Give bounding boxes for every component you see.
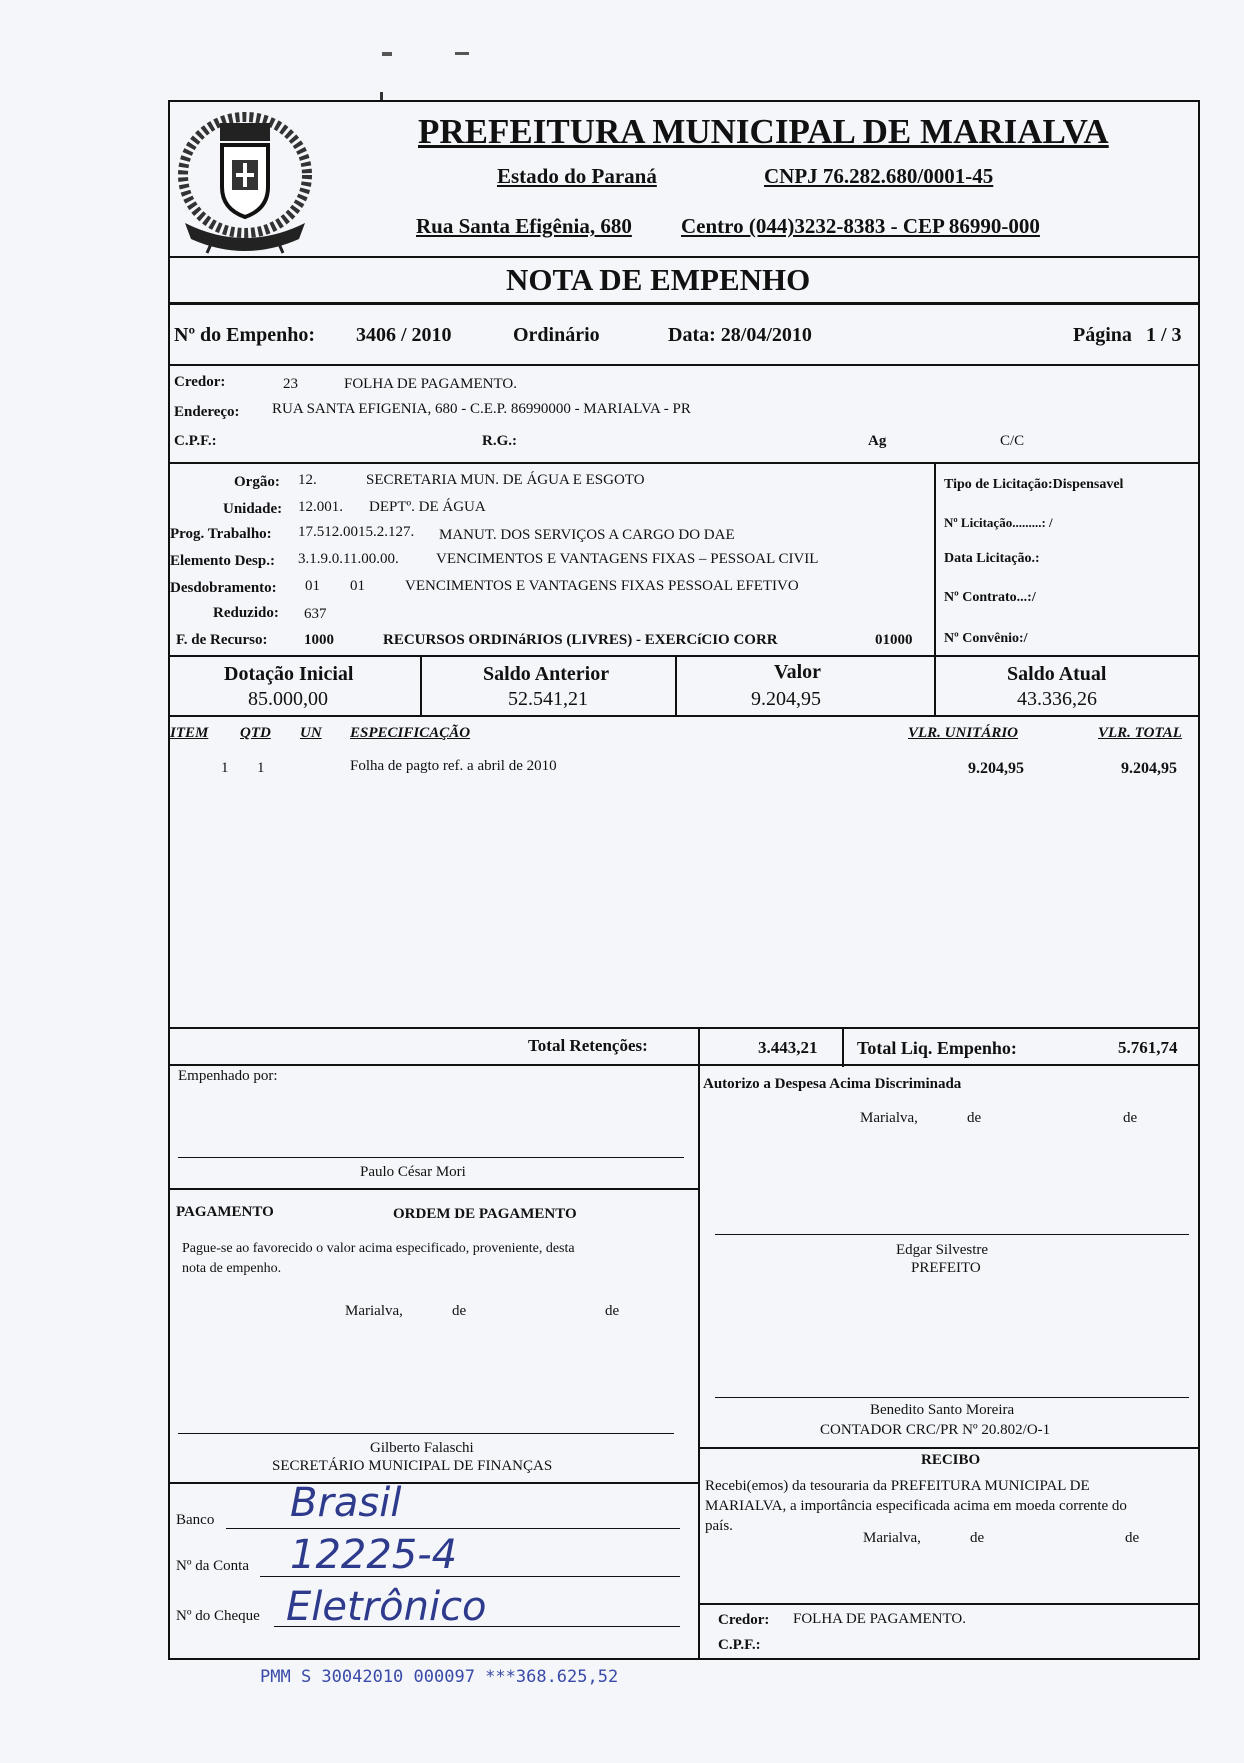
data-licitacao: Data Licitação.:	[944, 551, 1040, 566]
conta-handwriting: 12225-4	[290, 1532, 458, 1578]
convenio: Nº Convênio:/	[944, 631, 1028, 646]
elemento-label: Elemento Desp.:	[170, 553, 275, 569]
desdobramento-label: Desdobramento:	[170, 580, 277, 596]
rg-label: R.G.:	[482, 433, 517, 449]
recurso-label: F. de Recurso:	[176, 632, 268, 648]
cheque-label: Nº do Cheque	[176, 1608, 260, 1624]
divider	[168, 462, 1198, 464]
recibo-text-1: Recebi(emos) da tesouraria da PREFEITURA MUNICIPAL DE	[705, 1478, 1090, 1494]
divider	[934, 462, 936, 716]
unidade-label: Unidade:	[223, 501, 283, 517]
dotacao-value: 85.000,00	[248, 688, 328, 710]
retencoes-label: Total Retenções:	[528, 1036, 648, 1055]
secretario-title: SECRETÁRIO MUNICIPAL DE FINANÇAS	[272, 1458, 553, 1474]
autorizo-de2: de	[1123, 1110, 1138, 1126]
endereco-value: RUA SANTA EFIGENIA, 680 - C.E.P. 86990000 - MARIALVA - PR	[272, 401, 691, 417]
divider	[168, 364, 1198, 366]
reduzido-label: Reduzido:	[213, 605, 279, 621]
header-contact: Centro (044)3232-8383 - CEP 86990-000	[681, 214, 1040, 238]
divider	[168, 655, 1198, 657]
header-state: Estado do Paraná	[497, 164, 657, 188]
cc-label: C/C	[1000, 433, 1025, 449]
row-unit: 9.204,95	[968, 760, 1024, 777]
pagamento-de2: de	[605, 1303, 620, 1319]
recibo-de2: de	[1125, 1530, 1140, 1546]
col-header-unit: VLR. UNITÁRIO	[908, 725, 1019, 741]
divider	[698, 1447, 1198, 1449]
empenho-label: Nº do Empenho:	[174, 324, 316, 346]
col-header-qtd: QTD	[240, 725, 271, 741]
orgao-value: SECRETARIA MUN. DE ÁGUA E ESGOTO	[366, 472, 645, 488]
divider	[168, 256, 1198, 258]
autorizo-text: Autorizo a Despesa Acima Discriminada	[703, 1076, 962, 1092]
desdobramento-value: VENCIMENTOS E VANTAGENS FIXAS PESSOAL EFETIVO	[405, 578, 799, 594]
contador-title: CONTADOR CRC/PR Nº 20.802/O-1	[820, 1422, 1051, 1438]
row-item: 1	[221, 760, 229, 776]
col-header-item: ITEM	[170, 725, 209, 741]
ordem-title: ORDEM DE PAGAMENTO	[393, 1206, 577, 1222]
liquido-value: 5.761,74	[1118, 1038, 1178, 1057]
scan-mark	[455, 52, 469, 55]
atual-label: Saldo Atual	[1007, 663, 1107, 685]
prefeito-name: Edgar Silvestre	[896, 1242, 989, 1258]
pague-text: Pague-se ao favorecido o valor acima especificado, proveniente, desta	[182, 1241, 575, 1256]
scan-mark	[382, 52, 392, 56]
banco-handwriting: Brasil	[290, 1480, 402, 1526]
signature-line	[178, 1157, 684, 1158]
cheque-handwriting: Eletrônico	[286, 1584, 487, 1630]
unidade-code: 12.001.	[298, 499, 343, 515]
recibo-de1: de	[970, 1530, 985, 1546]
page-number: 1 / 3	[1146, 324, 1182, 346]
recibo-title: RECIBO	[921, 1452, 981, 1468]
empenho-number: 3406 / 2010	[356, 324, 452, 346]
col-header-un: UN	[300, 725, 322, 741]
row-total: 9.204,95	[1121, 760, 1177, 777]
prog-value: MANUT. DOS SERVIÇOS A CARGO DO DAE	[439, 527, 735, 543]
ag-label: Ag	[868, 433, 887, 449]
contrato: Nº Contrato...:/	[944, 590, 1036, 605]
pagamento-title: PAGAMENTO	[176, 1204, 274, 1220]
credor-name: FOLHA DE PAGAMENTO.	[344, 376, 517, 392]
prog-label: Prog. Trabalho:	[170, 526, 272, 542]
desdobramento-code1: 01	[305, 578, 320, 594]
banco-line	[226, 1528, 680, 1529]
row-qtd: 1	[257, 760, 265, 776]
atual-value: 43.336,26	[1017, 688, 1097, 710]
empenhado-name: Paulo César Mori	[360, 1164, 466, 1180]
divider	[168, 715, 1198, 717]
valor-value: 9.204,95	[751, 688, 821, 710]
header-address: Rua Santa Efigênia, 680	[416, 214, 632, 238]
endereco-label: Endereço:	[174, 404, 240, 420]
signature-line	[178, 1433, 674, 1434]
payment-stamp: PMM S 30042010 000097 ***368.625,52	[260, 1667, 619, 1687]
dotacao-label: Dotação Inicial	[224, 663, 354, 685]
tipo-licitacao: Tipo de Licitação:Dispensavel	[944, 477, 1124, 492]
recurso-code2: 01000	[875, 632, 913, 648]
pagamento-de1: de	[452, 1303, 467, 1319]
header-cnpj: CNPJ 76.282.680/0001-45	[764, 164, 994, 188]
anterior-label: Saldo Anterior	[483, 663, 610, 685]
divider	[168, 1064, 1198, 1066]
valor-label: Valor	[774, 661, 822, 683]
col-header-total: VLR. TOTAL	[1098, 725, 1182, 741]
divider	[420, 655, 422, 717]
recurso-value: RECURSOS ORDINáRIOS (LIVRES) - EXERCíCIO CORR	[383, 632, 778, 648]
recibo-text-2: MARIALVA, a importância especificada acima em moeda corrente do	[705, 1498, 1127, 1514]
row-spec: Folha de pagto ref. a abril de 2010	[350, 758, 557, 774]
reduzido-value: 637	[304, 606, 327, 622]
divider	[168, 302, 1198, 305]
prog-code: 17.512.0015.2.127.	[298, 524, 415, 540]
banco-label: Banco	[176, 1512, 215, 1528]
elemento-value: VENCIMENTOS E VANTAGENS FIXAS – PESSOAL CIVIL	[436, 551, 819, 567]
recibo-cpf-label: C.P.F.:	[718, 1637, 761, 1653]
conta-label: Nº da Conta	[176, 1558, 249, 1574]
divider	[168, 1482, 700, 1484]
empenho-type: Ordinário	[513, 324, 600, 346]
divider	[842, 1027, 844, 1067]
scan-mark	[380, 92, 383, 100]
contador-name: Benedito Santo Moreira	[870, 1402, 1015, 1418]
recibo-credor-name: FOLHA DE PAGAMENTO.	[793, 1611, 966, 1627]
divider	[698, 1064, 700, 1658]
anterior-value: 52.541,21	[508, 688, 588, 710]
header-title: PREFEITURA MUNICIPAL DE MARIALVA	[418, 112, 1109, 151]
pague-text2: nota de empenho.	[182, 1261, 282, 1276]
prefeito-title: PREFEITO	[911, 1260, 981, 1276]
divider	[675, 655, 677, 717]
divider	[698, 1603, 1198, 1605]
liquido-label: Total Liq. Empenho:	[857, 1038, 1017, 1058]
recurso-code: 1000	[304, 632, 334, 648]
numero-licitacao: Nº Licitação.........: /	[944, 515, 1053, 530]
unidade-value: DEPTº. DE ÁGUA	[369, 499, 486, 515]
retencoes-value: 3.443,21	[758, 1038, 818, 1057]
desdobramento-code2: 01	[350, 578, 365, 594]
recibo-credor-label: Credor:	[718, 1612, 770, 1628]
orgao-label: Orgão:	[234, 474, 280, 490]
orgao-code: 12.	[298, 472, 317, 488]
credor-code: 23	[283, 376, 298, 392]
credor-label: Credor:	[174, 374, 226, 390]
signature-line	[715, 1397, 1189, 1398]
recibo-city: Marialva,	[863, 1530, 921, 1546]
recibo-text-3: país.	[705, 1518, 733, 1534]
autorizo-city: Marialva,	[860, 1110, 918, 1126]
divider	[698, 1027, 700, 1067]
empenhado-label: Empenhado por:	[178, 1068, 278, 1084]
autorizo-de1: de	[967, 1110, 982, 1126]
signature-line	[715, 1234, 1189, 1235]
document-title: NOTA DE EMPENHO	[506, 262, 811, 297]
pagamento-city: Marialva,	[345, 1303, 403, 1319]
secretario-name: Gilberto Falaschi	[370, 1440, 474, 1456]
municipal-coat-of-arms	[170, 105, 320, 255]
elemento-code: 3.1.9.0.11.00.00.	[298, 551, 399, 567]
divider	[168, 1188, 700, 1190]
empenho-date: Data: 28/04/2010	[668, 324, 812, 346]
col-header-spec: ESPECIFICAÇÃO	[350, 725, 471, 741]
cpf-label: C.P.F.:	[174, 433, 217, 449]
divider	[168, 1027, 1198, 1029]
page-label: Página	[1073, 324, 1132, 346]
